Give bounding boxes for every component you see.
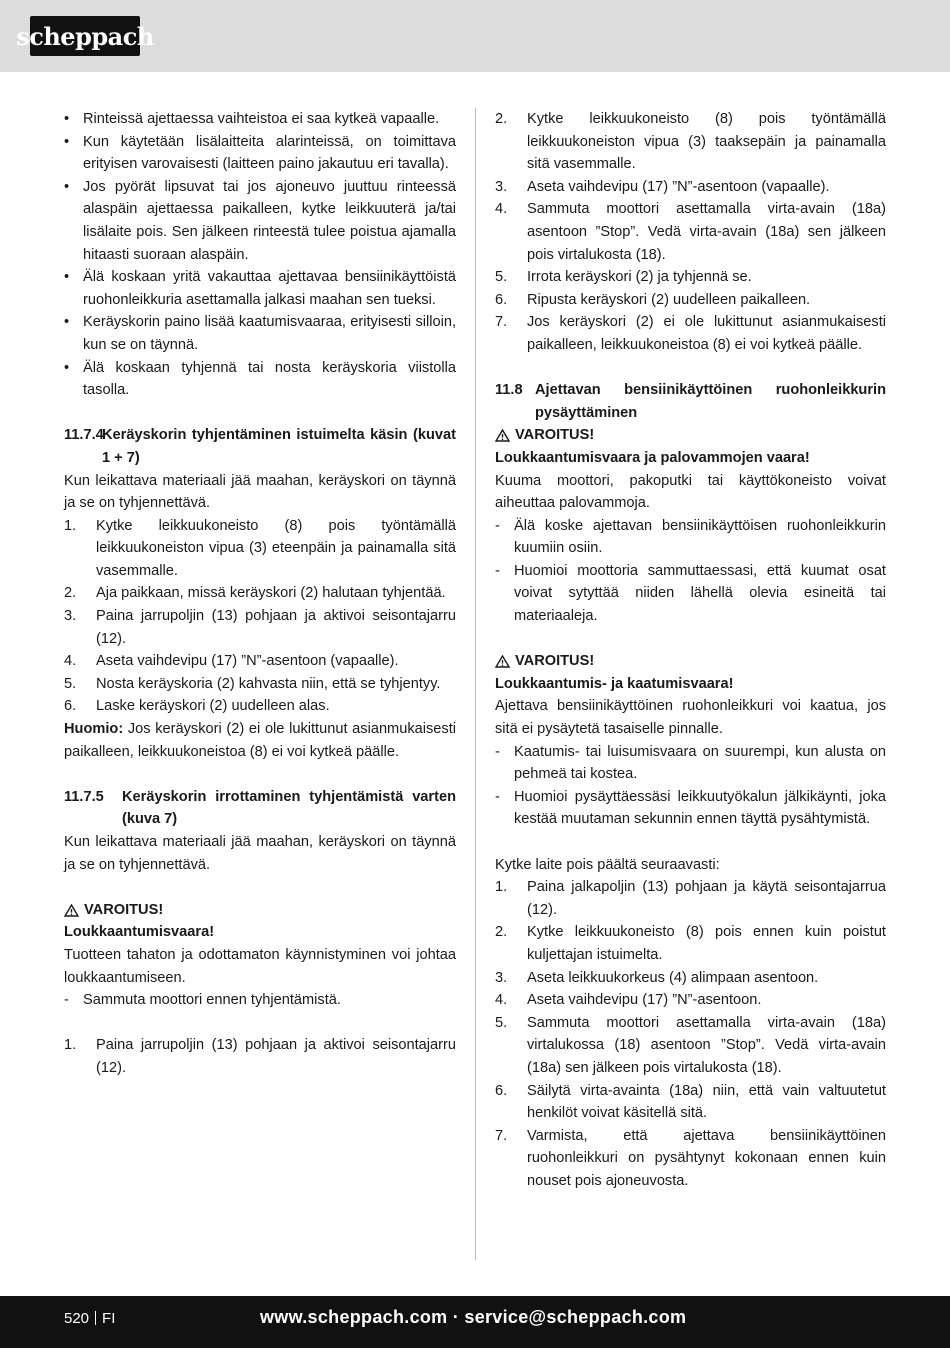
section-heading-11-7-5: 11.7.5 Keräyskorin irrottaminen tyhjentämistä varten (kuva 7): [64, 788, 456, 828]
step-item: 6. Säilytä virta-avainta (18a) niin, että vain valtuutetut henkilöt voivat käsitellä sitä.: [495, 1082, 886, 1122]
right-column: [495, 108, 886, 1193]
list-item: • Rinteissä ajettaessa vaihteistoa ei saa kytkeä vapaalle.: [64, 111, 440, 127]
step-item: 2. Aja paikkaan, missä keräyskori (2) halutaan tyhjentää.: [64, 585, 446, 602]
section-heading-11-8: 11.8 Ajettavan bensiinikäyttöinen ruohonleikkurin pysäyttäminen: [495, 382, 886, 421]
list-item: • Kun käytetään lisälaitteita alarinteissä, on toimittava erityisen varovaisesti (laitteen paino jakautuu eri tavalla).: [64, 133, 456, 173]
dash-item: - Älä koske ajettavan bensiinikäyttöisen ruohonleikkurin kuumiin osiin.: [495, 517, 886, 557]
step-item: 1. Kytke leikkuukoneisto (8) pois työntämällä leikkuukoneiston vipua (3) eteenpäin ja painamalla sitä vasemmalle.: [64, 517, 456, 579]
left-column: [64, 108, 456, 1080]
step-item: 2. Kytke leikkuukoneisto (8) pois työntämällä leikkuukoneiston vipua (3) taaksepäin ja painamalla sitä vasemmalle.: [495, 111, 886, 173]
step-item: 5. Sammuta moottori asettamalla virta-avain (18a) virtalukossa (18) asentoon ”Stop”. Vedä virta-avain (18a) sen jälkeen pois virtalukosta (18).: [495, 1014, 886, 1076]
warning-subtitle: Loukkaantumis- ja kaatumisvaara!: [495, 675, 734, 692]
warning-subtitle: Loukkaantumisvaara ja palovammojen vaara!: [495, 449, 810, 466]
list-item: • Älä koskaan yritä vakauttaa ajettavaa bensiinikäyttöistä ruohonleikkuria asettamalla jalkasi maahan sen tueksi.: [64, 269, 456, 308]
step-item: 5. Nosta keräyskoria (2) kahvasta niin, että se tyhjentyy.: [64, 675, 441, 692]
dash-item: - Huomioi pysäyttäessäsi leikkuutyökalun jälkikäynti, joka kestää muutaman sekunnin ennen täyttä pysähtymistä.: [495, 788, 886, 828]
warning-text: Tuotteen tahaton ja odottamaton käynnistyminen voi johtaa loukkaantumiseen.: [64, 946, 456, 986]
step-item: 4. Aseta vaihdevipu (17) ”N”-asentoon.: [495, 992, 762, 1009]
step-item: 7. Jos keräyskori (2) ei ole lukittunut asianmukaisesti paikalleen, leikkuukoneistoa (8) ei voi kytkeä päälle.: [495, 314, 886, 353]
step-item: 4. Aseta vaihdevipu (17) ”N”-asentoon (vapaalle).: [64, 653, 399, 670]
page-header: [0, 0, 950, 72]
warning-icon: [64, 904, 79, 917]
shutdown-intro: Kytke laite pois päältä seuraavasti:: [495, 856, 720, 873]
step-item: 4. Sammuta moottori asettamalla virta-avain (18a) asentoon ”Stop”. Vedä virta-avain (18a) sen jälkeen pois virtalukosta (18).: [495, 201, 886, 263]
warning-icon: [495, 655, 510, 668]
note: Huomio: Jos keräyskori (2) ei ole lukittunut asianmukaisesti paikalleen, leikkuukoneistoa (8) ei voi kytkeä päälle.: [64, 721, 456, 760]
contact-link[interactable]: www.scheppach.com · service@scheppach.com: [260, 1307, 687, 1327]
warning-label: VAROITUS!: [495, 424, 886, 447]
dash-item: - Kaatumis- tai luisumisvaara on suurempi, kun alusta on pehmeä tai kostea.: [495, 743, 886, 783]
step-item: 5. Irrota keräyskori (2) ja tyhjennä se.: [495, 269, 752, 286]
list-item: • Jos pyörät lipsuvat tai jos ajoneuvo juuttuu rinteessä alaspäin ajettaessa paikalleen, kytke leikkuuterä ja/tai lisälaite pois. Sen jälkeen rinteestä tulee poistua ajamalla hitaasti suoraan alaspäin.: [64, 178, 456, 263]
warning-subtitle: Loukkaantumisvaara!: [64, 924, 215, 941]
step-item: 3. Aseta leikkuukorkeus (4) alimpaan asentoon.: [495, 969, 819, 986]
warning-text: Ajettava bensiinikäyttöinen ruohonleikkuri voi kaatua, jos sitä ei pysäytetä tasaiselle pinnalle.: [495, 698, 886, 738]
section-heading-11-7-4: 11.7.4 Keräyskorin tyhjentäminen istuimelta käsin (kuvat 1 + 7): [64, 427, 456, 466]
step-item: 2. Kytke leikkuukoneisto (8) pois ennen kuin poistut kuljettajan istuimelta.: [495, 924, 886, 963]
page-footer: [0, 1296, 950, 1348]
step-item: 1. Paina jarrupoljin (13) pohjaan ja aktivoi seisontajarru (12).: [64, 1037, 456, 1076]
list-item: • Älä koskaan tyhjennä tai nosta keräyskoria viistolla tasolla.: [64, 359, 456, 399]
step-item: 3. Aseta vaihdevipu (17) ”N”-asentoon (vapaalle).: [495, 178, 830, 195]
section-intro: Kun leikattava materiaali jää maahan, keräyskori on täynnä ja se on tyhjennettävä.: [64, 472, 456, 512]
warning-text: Kuuma moottori, pakoputki tai käyttökoneisto voivat aiheuttaa palovammoja.: [495, 472, 886, 512]
dash-item: - Huomioi moottoria sammuttaessasi, että kuumat osat voivat sytyttää niiden lähellä olevia esineitä tai materiaaleja.: [495, 562, 886, 625]
step-item: 7. Varmista, että ajettava bensiinikäyttöinen ruohonleikkuri on pysähtynyt kokonaan ennen kuin nouset pois ajoneuvosta.: [495, 1127, 886, 1189]
step-item: 6. Ripusta keräyskori (2) uudelleen paikalleen.: [495, 291, 811, 308]
section-intro: Kun leikattava materiaali jää maahan, keräyskori on täynnä ja se on tyhjennettävä.: [64, 834, 456, 873]
page-number: 520 FI: [64, 1310, 116, 1327]
scheppach-logo: scheppach: [30, 16, 140, 56]
dash-item: - Sammuta moottori ennen tyhjentämistä.: [64, 992, 341, 1009]
list-item: • Keräyskorin paino lisää kaatumisvaaraa, erityisesti silloin, kun se on täynnä.: [64, 314, 456, 353]
warning-label: VAROITUS!: [495, 650, 886, 673]
warning-label: VAROITUS!: [64, 899, 456, 922]
column-divider: [475, 108, 476, 1260]
warning-icon: [495, 429, 510, 442]
step-item: 3. Paina jarrupoljin (13) pohjaan ja aktivoi seisontajarru (12).: [64, 608, 456, 647]
step-item: 1. Paina jalkapoljin (13) pohjaan ja käytä seisontajarrua (12).: [495, 879, 886, 918]
step-item: 6. Laske keräyskori (2) uudelleen alas.: [64, 698, 330, 715]
